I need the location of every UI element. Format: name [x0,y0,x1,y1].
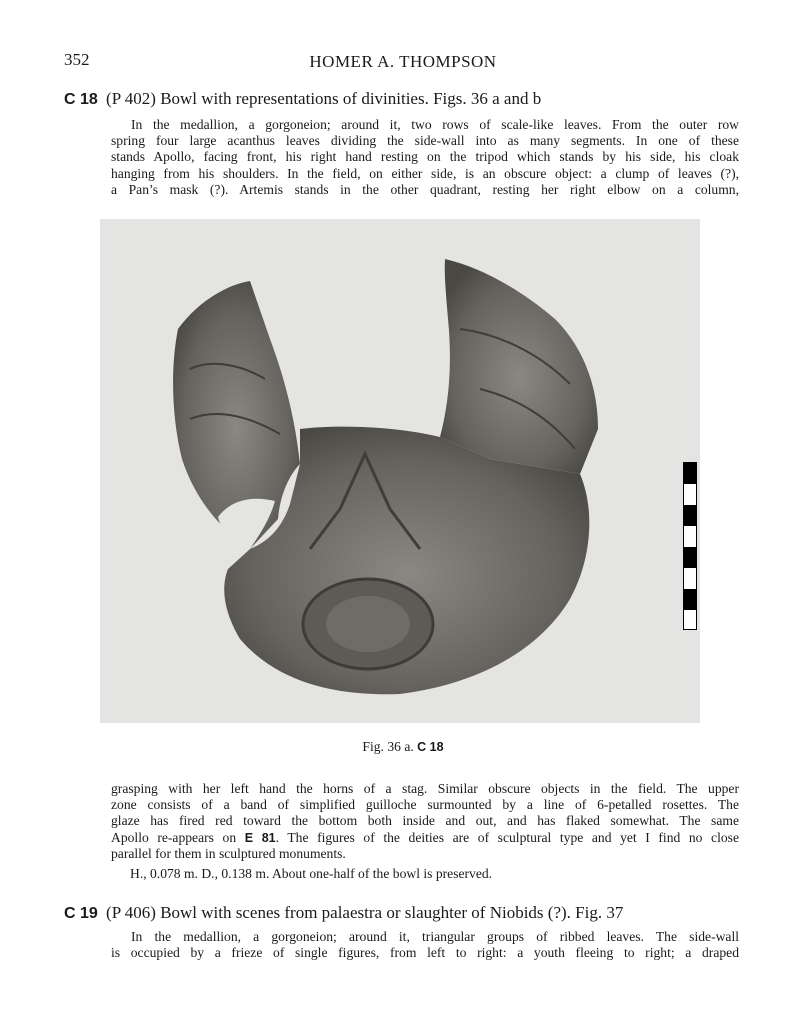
photo-scale-bar [683,462,697,630]
entry-title-text: (P 406) Bowl with scenes from palaestra or slaughter of Niobids (?). Fig. 37 [106,903,624,922]
text-line [111,830,739,846]
catalog-number: C 18 [64,91,98,108]
measurements: H., 0.078 m. D., 0.138 m. About one-half of the bowl is preserved. [130,866,493,881]
caption-catalog-ref: C 18 [417,740,444,754]
cross-reference: E 81 [244,830,276,845]
text-line: a Pan’s mask (?). Artemis stands in the other quadrant, resting her right elbow on a column, [111,181,739,197]
catalog-number: C 19 [64,905,98,922]
text-line: hanging from his shoulders. In the field, on either side, is an obscure object: a clump of leaves (?), [111,165,739,181]
text-fragment: . The figures of the deities are of sculptural type and yet I find no close [275,829,739,845]
text-line: is occupied by a frieze of single figures, from left to right: a youth fleeing to right; a draped [111,945,739,961]
text-line: In the medallion, a gorgoneion; around it, triangular groups of ribbed leaves. The side-wall [131,929,739,944]
text-line: spring four large acanthus leaves dividing the side-wall into as many segments. In one of these [111,133,739,149]
running-head: HOMER A. THOMPSON [309,52,497,71]
entry-c18-continuation [111,781,739,862]
text-line: parallel for them in sculptured monuments. [111,845,346,861]
entry-title-text: (P 402) Bowl with representations of divinities. Figs. 36 a and b [106,89,542,108]
caption-label: Fig. 36 a. [362,739,414,754]
text-fragment: Apollo re-appears on [111,829,245,845]
bowl-photograph [100,219,700,723]
text-line: In the medallion, a gorgoneion; around it, two rows of scale-like leaves. From the outer row [131,117,739,132]
entry-c19-description [111,929,739,961]
entry-c19-title [64,903,623,923]
entry-c18-description [111,117,739,198]
text-line: grasping with her left hand the horns of a stag. Similar obscure objects in the field. The upper [111,781,739,796]
text-line: stands Apollo, facing front, his right hand resting on the tripod which stands by his side, his cloak [111,149,739,165]
text-line: glaze has fired red toward the bottom both inside and out, and has flaked somewhat. The same [111,813,739,829]
text-line: zone consists of a band of simplified guilloche surmounted by a line of 6-petalled rosettes. The [111,797,739,813]
figure-caption [0,739,806,755]
page-number: 352 [64,50,90,69]
entry-c18-title [64,89,541,109]
bowl-fragment-image [100,219,700,723]
